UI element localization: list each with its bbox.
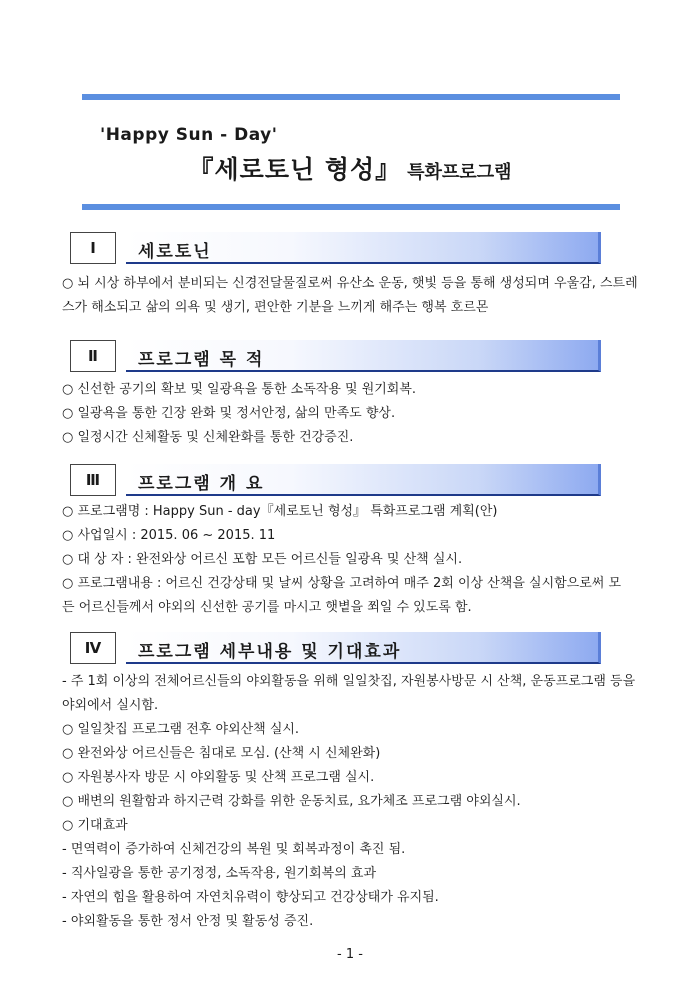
- section-1-line: ○ 뇌 시상 하부에서 분비되는 신경전달물질로써 유산소 운동, 햇빛 등을 통해 생성되며 우울감, 스트레: [62, 276, 638, 291]
- section-4-line: - 주 1회 이상의 전체어르신들의 야외활동을 위해 일일찻집, 자원봉사방문 시 산책, 운동프로그램 등을: [62, 674, 636, 689]
- section-2-title: 프로그램 목 적: [138, 350, 265, 370]
- section-2-line: ○ 신선한 공기의 확보 및 일광욕을 통한 소독작용 및 원기회복.: [62, 382, 417, 397]
- header-top-rule: [82, 94, 620, 100]
- section-3-body: [62, 500, 638, 620]
- section-3-title: 프로그램 개 요: [138, 474, 265, 494]
- section-1-title: 세로토닌: [138, 242, 212, 262]
- section-3-number: Ⅲ: [70, 464, 116, 496]
- section-3-line: ○ 사업일시 : 2015. 06 ~ 2015. 11: [62, 528, 276, 543]
- section-4-line: ○ 기대효과: [62, 818, 128, 833]
- page-number: - 1 -: [337, 947, 363, 962]
- section-4-line: ○ 배변의 원활함과 하지근력 강화를 위한 운동치료, 요가체조 프로그램 야외실시.: [62, 794, 521, 809]
- header-bottom-rule: [82, 204, 620, 210]
- document-subtitle: 'Happy Sun - Day': [100, 125, 278, 145]
- section-2-line: ○ 일정시간 신체활동 및 신체완화를 통한 건강증진.: [62, 430, 354, 445]
- section-4-line: ○ 자원봉사자 방문 시 야외활동 및 산책 프로그램 실시.: [62, 770, 375, 785]
- section-1-body: [62, 272, 638, 320]
- section-4-line: 야외에서 실시함.: [62, 698, 159, 713]
- section-2-body: [62, 378, 638, 450]
- section-4-line: ○ 완전와상 어르신들은 침대로 모심. (산책 시 신체완화): [62, 746, 381, 761]
- section-4-line: ○ 일일찻집 프로그램 전후 야외산책 실시.: [62, 722, 300, 737]
- section-1-line: 스가 해소되고 삶의 의욕 및 생기, 편안한 기분을 느끼게 해주는 행복 호르몬: [62, 300, 489, 315]
- section-2-bar: [126, 340, 601, 372]
- section-3-bar: [126, 464, 601, 496]
- document-title: [0, 150, 700, 186]
- section-3-line: ○ 프로그램명 : Happy Sun - day『세로토닌 형성』 특화프로그램 계획(안): [62, 504, 498, 519]
- section-1-bar: [126, 232, 601, 264]
- section-2-line: ○ 일광욕을 통한 긴장 완화 및 정서안정, 삶의 만족도 향상.: [62, 406, 396, 421]
- section-1-number: Ⅰ: [70, 232, 116, 264]
- section-4-line: - 면역력이 증가하여 신체건강의 복원 및 회복과정이 촉진 됨.: [62, 842, 406, 857]
- section-4-number: Ⅳ: [70, 632, 116, 664]
- section-3-line: ○ 프로그램내용 : 어르신 건강상태 및 날씨 상황을 고려하여 매주 2회 이상 산책을 실시함으로써 모: [62, 576, 622, 591]
- section-3-line: ○ 대 상 자 : 완전와상 어르신 포함 모든 어르신들 일광욕 및 산책 실시.: [62, 552, 463, 567]
- title-suffix: 특화프로그램: [407, 162, 512, 183]
- section-4-bar: [126, 632, 601, 664]
- section-4-line: - 자연의 힘을 활용하여 자연치유력이 향상되고 건강상태가 유지됨.: [62, 890, 439, 905]
- section-4-line: - 직사일광을 통한 공기정정, 소독작용, 원기회복의 효과: [62, 866, 377, 881]
- section-3-line: 든 어르신들께서 야외의 신선한 공기를 마시고 햇볕을 쬐일 수 있도록 함.: [62, 600, 472, 615]
- section-2-number: Ⅱ: [70, 340, 116, 372]
- section-4-title: 프로그램 세부내용 및 기대효과: [138, 642, 402, 662]
- title-main: 『세로토닌 형성』: [188, 155, 402, 184]
- section-4-line: - 야외활동을 통한 정서 안정 및 활동성 증진.: [62, 914, 314, 929]
- section-4-body: [62, 670, 638, 934]
